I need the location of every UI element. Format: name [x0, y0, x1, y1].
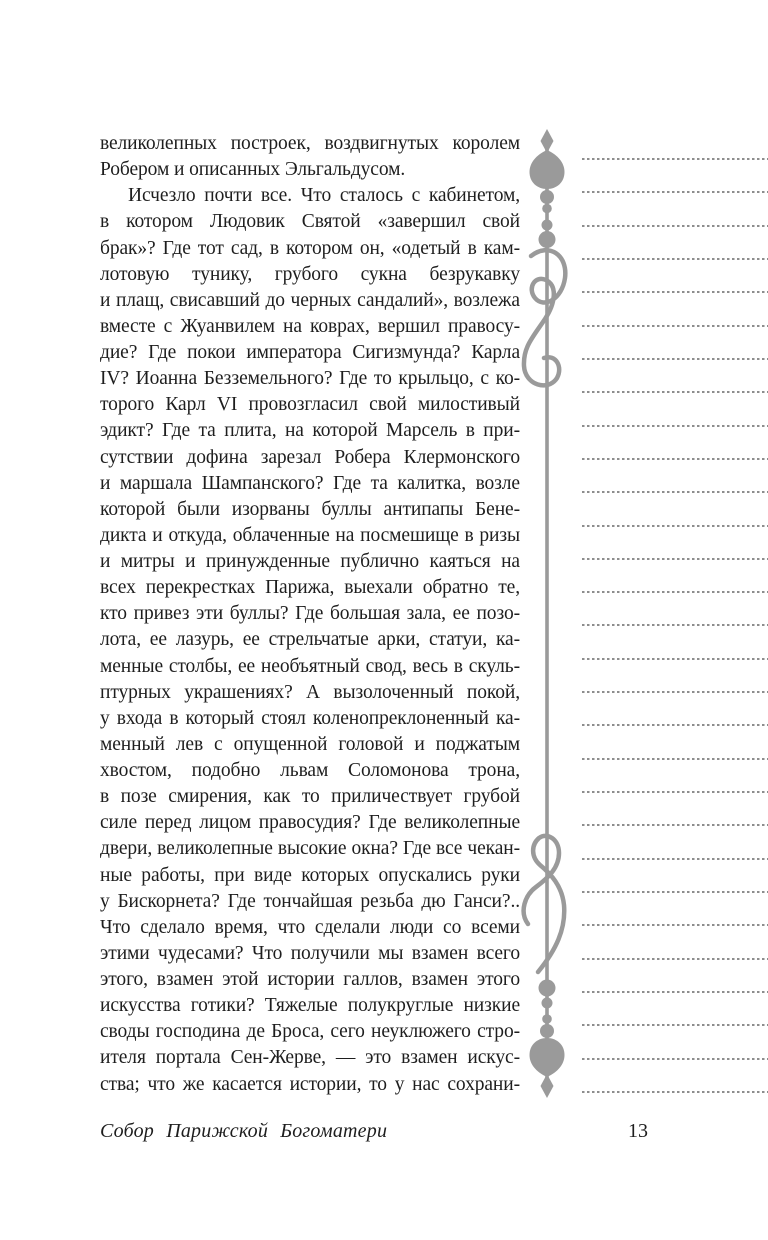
text-line: которой были изорваны буллы антипапы Бене-	[100, 498, 520, 520]
text-line: лотовую тунику, грубого сукна безрукавку	[100, 263, 520, 285]
text-line: дие? Где покои императора Сигизмунда? Карла	[100, 342, 520, 363]
text-line: Исчезло почти все. Что сталось с кабинетом,	[128, 185, 520, 207]
ruled-line	[582, 258, 768, 260]
ruled-line	[582, 425, 768, 427]
ruled-line	[582, 824, 768, 826]
ruled-line	[582, 658, 768, 660]
ruled-line	[582, 458, 768, 460]
text-line: у входа в который стоял коленопреклоненный ка-	[100, 707, 520, 729]
ruled-line	[582, 358, 768, 360]
ruled-line	[582, 1091, 768, 1093]
text-line: сутствии дофина зарезал Робера Клермонского	[100, 446, 520, 468]
page-number: 13	[628, 1120, 648, 1142]
ruled-line	[582, 891, 768, 893]
ruled-line	[582, 924, 768, 926]
running-title: Собор Парижской Богоматери	[100, 1120, 388, 1142]
text-line: менные столбы, ее необъятный свод, весь в скуль-	[100, 655, 520, 677]
text-line: IV? Иоанна Безземельного? Где то крыльцо, с ко-	[100, 368, 520, 390]
ruled-line	[582, 158, 768, 160]
text-line: лота, ее лазурь, ее стрельчатые арки, статуи, ка-	[100, 629, 520, 651]
ruled-line	[582, 724, 768, 726]
ruled-line	[582, 858, 768, 860]
text-line: двери, великолепные высокие окна? Где все чекан-	[100, 838, 520, 860]
text-line: ства; что же касается истории, то у нас сохрани-	[100, 1073, 520, 1095]
ruled-line	[582, 558, 768, 560]
ruled-line	[582, 1058, 768, 1060]
ruled-line	[582, 225, 768, 227]
text-line: менный лев с опущенной головой и поджатым	[100, 733, 520, 755]
text-line: великолепных построек, воздвигнутых королем	[100, 133, 520, 154]
text-line: у Бискорнета? Где тончайшая резьба дю Ганси?..	[100, 890, 520, 912]
text-line: в позе смирения, как то приличествует грубой	[100, 786, 520, 808]
text-line: хвостом, подобно львам Соломонова трона,	[100, 760, 520, 781]
text-line: ные работы, при виде которых опускались руки	[100, 864, 520, 886]
ruled-line	[582, 525, 768, 527]
text-line: и митры и принужденные публично каяться на	[100, 551, 520, 572]
text-line: торого Карл VI провозгласил свой милостивый	[100, 394, 520, 416]
dotted-ruled-lines	[582, 158, 768, 1098]
ruled-line	[582, 691, 768, 693]
ruled-line	[582, 758, 768, 760]
text-line: ителя портала Сен-Жерве, — это взамен искус-	[100, 1047, 520, 1069]
ruled-line	[582, 958, 768, 960]
text-line: Робером и описанных Эльгальдусом.	[100, 159, 406, 181]
text-line: и маршала Шампанского? Где та калитка, возле	[100, 472, 520, 494]
text-line: всех перекрестках Парижа, выехали обратно те,	[100, 577, 520, 599]
fleuron-divider-icon	[518, 126, 576, 1101]
ruled-line	[582, 991, 768, 993]
ruled-line	[582, 624, 768, 626]
upper-flourish-icon	[524, 250, 565, 385]
text-line: этими чудесами? Что получили мы взамен всего	[100, 942, 520, 964]
ruled-line	[582, 191, 768, 193]
ruled-line	[582, 1024, 768, 1026]
lower-flourish-icon	[524, 836, 565, 972]
ruled-line	[582, 491, 768, 493]
text-line: птурных украшениях? А вызолоченный покой,	[100, 681, 520, 703]
text-line: Что сделало время, что сделали люди со всеми	[100, 916, 520, 938]
text-line: этого, взамен этой истории галлов, взамен этого	[100, 969, 520, 990]
ruled-line	[582, 391, 768, 393]
ruled-line	[582, 325, 768, 327]
body-text-column	[100, 131, 520, 1098]
text-line: в котором Людовик Святой «завершил свой	[100, 211, 520, 233]
ruled-line	[582, 291, 768, 293]
text-line: брак»? Где тот сад, в котором он, «одетый в кам-	[100, 237, 520, 259]
ruled-line	[582, 791, 768, 793]
page-footer	[100, 1120, 648, 1143]
text-line: дикта и откуда, облаченные на посмешище в ризы	[100, 524, 520, 546]
text-line: кто привез эти буллы? Где большая зала, ее позо-	[100, 603, 520, 625]
text-line: искусства готики? Тяжелые полукруглые низкие	[100, 995, 520, 1017]
text-line: своды господина де Броса, сего неуклюжего стро-	[100, 1021, 520, 1043]
ruled-line	[582, 591, 768, 593]
text-line: эдикт? Где та плита, на которой Марсель в при-	[100, 420, 520, 442]
top-finial-icon	[530, 129, 565, 248]
text-line: силе перед лицом правосудия? Где великолепные	[100, 812, 520, 834]
text-line: вместе с Жуанвилем на коврах, вершил правосу-	[100, 315, 520, 337]
text-line: и плащ, свисавший до черных сандалий», возлежа	[100, 289, 520, 311]
